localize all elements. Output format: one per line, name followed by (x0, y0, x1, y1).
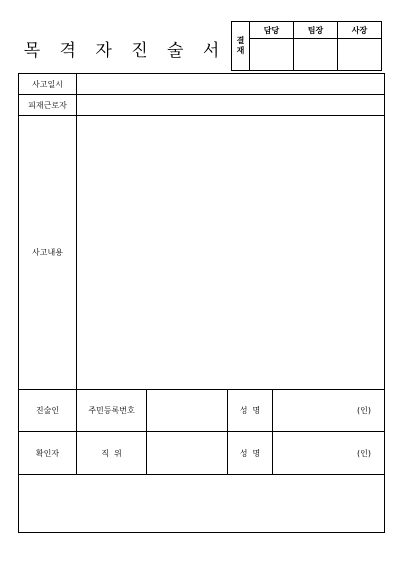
approval-table (231, 21, 382, 71)
approval-side-char-2: 재 (236, 46, 245, 55)
approval-sign-president[interactable] (338, 39, 381, 70)
statement-name-label: 성 명 (239, 406, 261, 415)
approval-side-char-1: 결 (236, 36, 245, 45)
approval-sign-staff[interactable] (250, 39, 293, 70)
approval-header-president: 사장 (351, 25, 368, 35)
statement-seal: (인) (357, 406, 371, 415)
victim-worker-label: 피재근로자 (28, 100, 67, 110)
confirmer-seal: (인) (357, 448, 371, 458)
accident-datetime-label: 사고일시 (32, 79, 63, 89)
confirmer-name-label: 성 명 (239, 448, 261, 458)
notes-area[interactable] (19, 475, 384, 531)
statement-form (18, 73, 385, 533)
approval-header-staff: 담당 (263, 25, 280, 35)
position-field[interactable] (147, 432, 227, 474)
statement-giver-label: 진술인 (35, 406, 60, 415)
position-label: 직 위 (101, 448, 122, 458)
accident-details-label: 사고내용 (32, 248, 63, 257)
document-title: 목 격 자 진 술 서 (23, 41, 227, 61)
victim-worker-field[interactable] (77, 96, 383, 115)
resident-id-label: 주민등록번호 (88, 406, 135, 415)
approval-sign-teamlead[interactable] (294, 39, 337, 70)
accident-details-field[interactable] (77, 116, 383, 389)
approval-side-label (232, 22, 249, 70)
accident-datetime-field[interactable] (77, 75, 383, 94)
resident-id-field[interactable] (147, 390, 227, 431)
confirmer-label: 확인자 (35, 448, 60, 458)
approval-header-teamlead: 팀장 (307, 25, 324, 35)
